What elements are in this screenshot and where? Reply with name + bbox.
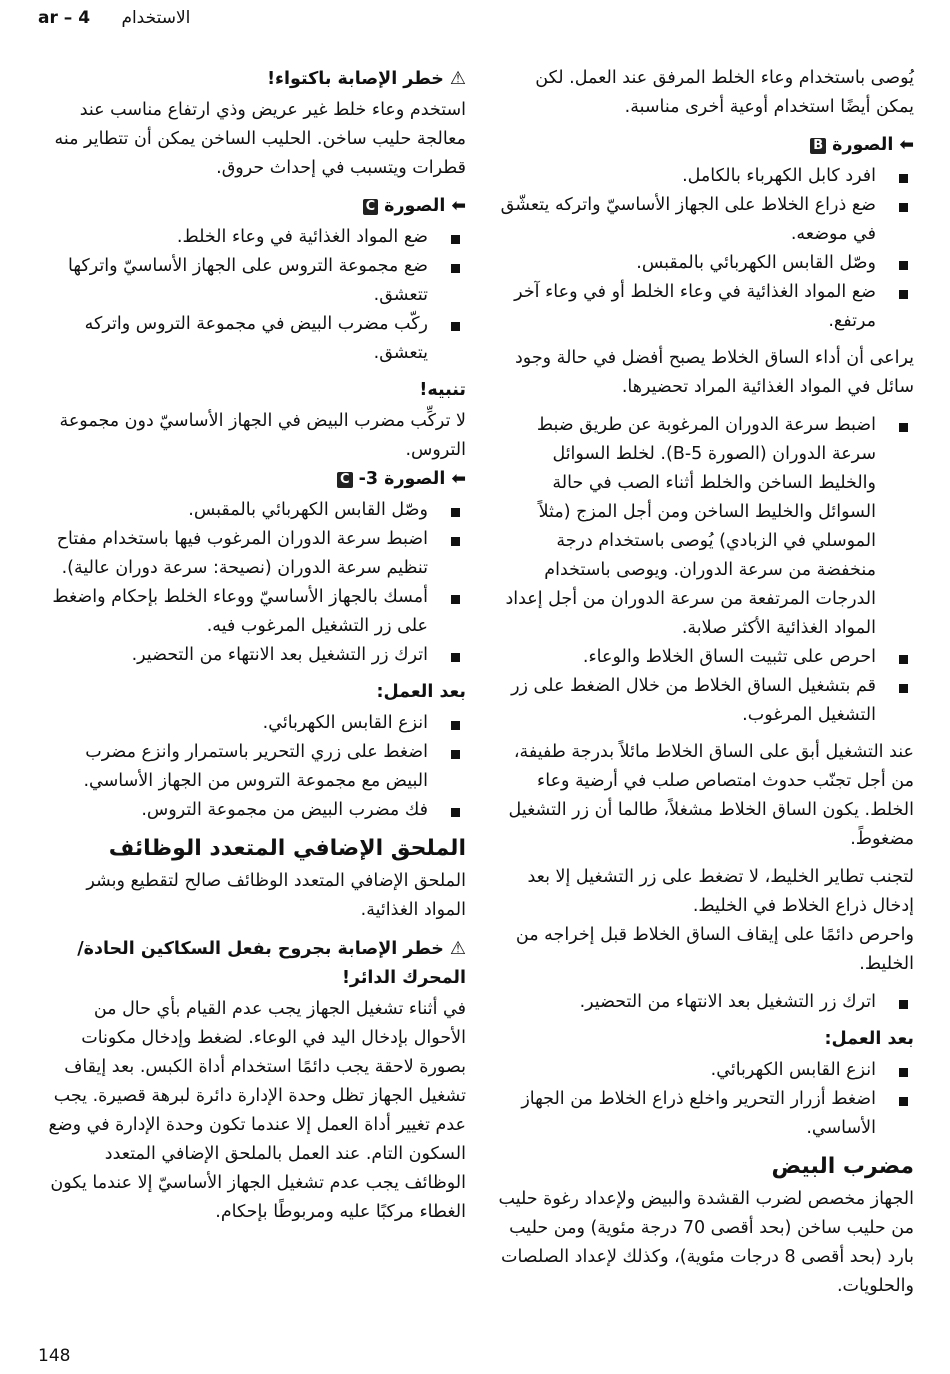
warning-triangle-icon: ⚠ [449,938,466,959]
list-item: قم بتشغيل الساق الخلاط من خلال الضغط على زر التشغيل المرغوب. [494,672,914,730]
steps-list-speed [494,411,914,730]
arrow-icon: ⬅ [451,196,466,216]
whisk-heading: مضرب البيض [771,1154,914,1179]
list-item: وصّل القابس الكهربائي بالمقبس. [494,249,914,278]
list-item: ضع المواد الغذائية في وعاء الخلط أو في وعاء آخر مرتفع. [494,278,914,336]
section-title: الاستخدام [121,8,191,28]
whisk-text: الجهاز مخصص لضرب القشدة والبيض ولإعداد رغوة حليب من حليب ساخن (بحد أقصى 70 درجة مئوية) ومن حليب بارد (بحد أقصى 8 درجات مئوية)، وكذلك لإعداد الصلصات والحلويات. [498,1189,914,1296]
page-header [38,8,190,28]
list-item: فك مضرب البيض من مجموعة التروس. [44,796,466,825]
after-work-list [44,709,466,825]
multi-accessory-text: الملحق الإضافي المتعدد الوظائف صالح لتقطيع وبشر المواد الغذائية. [86,871,466,920]
note-text: يراعى أن أداء الساق الخلاط يصبح أفضل في حالة وجود سائل في المواد الغذائية المراد تحضيرها. [515,348,914,397]
warning-heading: ⚠خطر الإصابة باكتواء! [44,64,466,94]
warning-text: في أثناء تشغيل الجهاز يجب عدم القيام بأي حال من الأحوال بإدخال اليد في الوعاء. لضغط وإدخال مكونات بصورة لاحقة يجب دائمًا استخدام أداة الكبس. بعد إيقاف تشغيل الجهاز تظل وحدة الإدارة دائرة لبرهة قصيرة. يجب عدم تغيير أداة العمل إلا عندما تكون وحدة الإدارة في وضع السكون التام. عند العمل بالملحق الإضافي المتعدد الوظائف يجب عدم تشغيل الجهاز الأساسيّ إلا عندما يكون الغطاء مركبًا عليه ومربوطًا بإحكام. [48,999,466,1222]
warning-triangle-icon: ⚠ [449,68,466,89]
list-item: أمسك بالجهاز الأساسيّ ووعاء الخلط بإحكام واضغط على زر التشغيل المرغوب فيه. [44,583,466,641]
steps-list-b [494,162,914,336]
list-item: اضغط أزرار التحرير واخلع ذراع الخلاط من الجهاز الأساسي. [494,1085,914,1143]
figure-b-ref: ⬅ الصورة B [494,131,914,160]
note-text: واحرص دائمًا على إيقاف الساق الخلاط قبل إخراجه من الخليط. [515,925,914,974]
note-text: لتجنب تطاير الخليط، لا تضغط على زر التشغيل إلا بعد إدخال ذراع الخلاط في الخليط. [527,867,914,916]
warning-heading: ⚠خطر الإصابة بجروح بفعل السكاكين الحادة/ المحرك الدائر! [44,934,466,993]
steps-list-end [494,988,914,1017]
list-item: افرد كابل الكهرباء بالكامل. [494,162,914,191]
multi-accessory-heading: الملحق الإضافي المتعدد الوظائف [108,836,466,861]
figure-c-badge: C [363,199,379,215]
language-code: ar – 4 [38,8,91,28]
figure-c3-ref: ⬅ الصورة 3- C [44,465,466,494]
right-column [494,64,914,1310]
figure-b-badge: B [810,138,826,154]
figure-c-badge: C [337,472,353,488]
list-item: اترك زر التشغيل بعد الانتهاء من التحضير. [44,641,466,670]
list-item: ضع المواد الغذائية في وعاء الخلط. [44,223,466,252]
after-work-heading: بعد العمل: [376,682,466,702]
list-item: اترك زر التشغيل بعد الانتهاء من التحضير. [494,988,914,1017]
after-work-heading: بعد العمل: [824,1029,914,1049]
list-item: انزع القابس الكهربائي. [494,1056,914,1085]
warning-text: استخدم وعاء خلط غير عريض وذي ارتفاع مناسب عند معالجة حليب ساخن. الحليب الساخن يمكن أن تتطاير منه قطرات ويتسبب في إحداث حروق. [54,100,466,178]
list-item: وصّل القابس الكهربائي بالمقبس. [44,496,466,525]
caution-text: لا تركِّب مضرب البيض في الجهاز الأساسيّ دون مجموعة التروس. [59,411,466,460]
arrow-icon: ⬅ [451,469,466,489]
list-item: ضع ذراع الخلاط على الجهاز الأساسيّ واتركه يتعشّق في موضعه. [494,191,914,249]
steps-list-c [44,223,466,368]
list-item: انزع القابس الكهربائي. [44,709,466,738]
steps-list-op [44,496,466,670]
list-item: اضبط سرعة الدوران المرغوبة عن طريق ضبط سرعة الدوران (الصورة 5-B). لخلط السوائل والخليط الساخن والخلط أثناء الصب في حالة السوائل والخليط الساخن ومن أجل المزج (مثلاً الموسلي في الزبادي) يُوصى باستخدام درجة منخفضة من سرعة الدوران. ويوصى باستخدام الدرجات المرتفعة من سرعة الدوران من أجل إعداد المواد الغذائية الأكثر صلابة. [494,411,914,643]
intro-text: يُوصى باستخدام وعاء الخلط المرفق عند العمل. لكن يمكن أيضًا استخدام أوعية أخرى مناسبة. [535,68,914,117]
left-column [44,64,466,1236]
list-item: اضغط على زري التحرير باستمرار وانزع مضرب البيض مع مجموعة التروس من الجهاز الأساسي. [44,738,466,796]
list-item: ركّب مضرب البيض في مجموعة التروس واتركه يتعشق. [44,310,466,368]
caution-heading: تنبيه! [419,380,466,400]
page-number: 148 [38,1346,71,1366]
note-text: عند التشغيل أبق على الساق الخلاط مائلاً بدرجة طفيفة، من أجل تجنّب حدوث امتصاص صلب في أرضية وعاء الخلط. يكون الساق الخلاط مشغلاً، طالما أن زر التشغيل مضغوطً. [508,742,914,849]
list-item: اضبط سرعة الدوران المرغوب فيها باستخدام مفتاح تنظيم سرعة الدوران (نصيحة: سرعة دوران عالية). [44,525,466,583]
list-item: احرص على تثبيت الساق الخلاط والوعاء. [494,643,914,672]
arrow-icon: ⬅ [899,135,914,155]
list-item: ضع مجموعة التروس على الجهاز الأساسيّ واتركها تتعشق. [44,252,466,310]
figure-c-ref: ⬅ الصورة C [44,192,466,221]
after-work-list [494,1056,914,1143]
